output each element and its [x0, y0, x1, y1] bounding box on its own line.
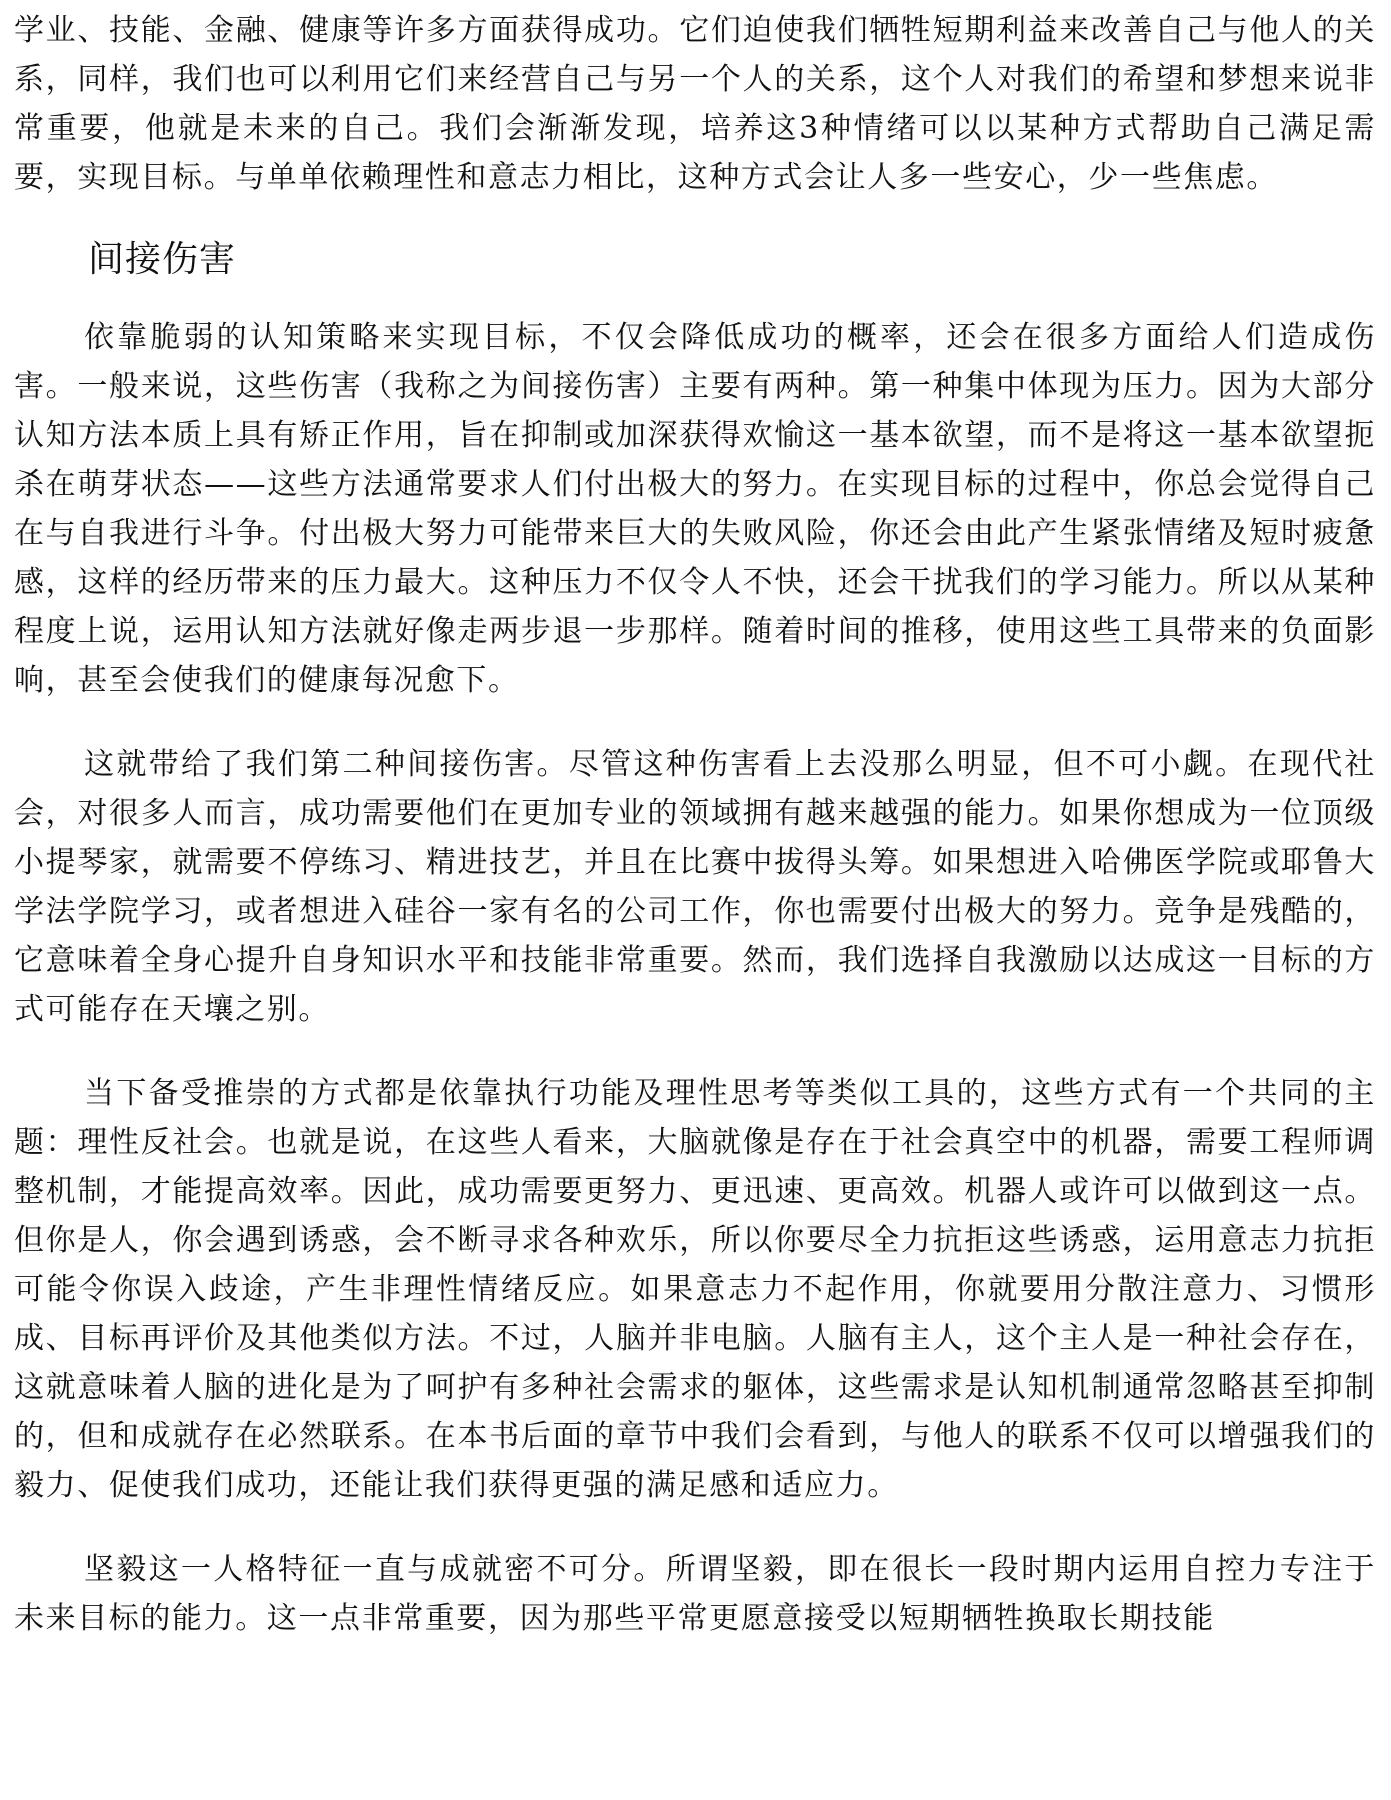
body-paragraph-1: 依靠脆弱的认知策略来实现目标，不仅会降低成功的概率，还会在很多方面给人们造成伤害。一般来说，这些伤害（我称之为间接伤害）主要有两种。第一种集中体现为压力。因为大部分认知方法本质上具有矫正作用，旨在抑制或加深获得欢愉这一基本欲望，而不是将这一基本欲望扼杀在萌芽状态——这些方法通常要求人们付出极大的努力。在实现目标的过程中，你总会觉得自己在与自我进行斗争。付出极大努力可能带来巨大的失败风险，你还会由此产生紧张情绪及短时疲惫感，这样的经历带来的压力最大。这种压力不仅令人不快，还会干扰我们的学习能力。所以从某种程度上说，运用认知方法就好像走两步退一步那样。随着时间的推移，使用这些工具带来的负面影响，甚至会使我们的健康每况愈下。 [14, 320, 1376, 698]
body-paragraph-4: 坚毅这一人格特征一直与成就密不可分。所谓坚毅，即在很长一段时期内运用自控力专注于未来目标的能力。这一点非常重要，因为那些平常更愿意接受以短期牺牲换取长期技能 [14, 1552, 1376, 1636]
document-page [14, 0, 1376, 1800]
section-heading: 间接伤害 [88, 239, 237, 280]
body-paragraph-3: 当下备受推崇的方式都是依靠执行功能及理性思考等类似工具的，这些方式有一个共同的主题：理性反社会。也就是说，在这些人看来，大脑就像是存在于社会真空中的机器，需要工程师调整机制，才能提高效率。因此，成功需要更努力、更迅速、更高效。机器人或许可以做到这一点。但你是人，你会遇到诱惑，会不断寻求各种欢乐，所以你要尽全力抗拒这些诱惑，运用意志力抗拒可能令你误入歧途，产生非理性情绪反应。如果意志力不起作用，你就要用分散注意力、习惯形成、目标再评价及其他类似方法。不过，人脑并非电脑。人脑有主人，这个主人是一种社会存在，这就意味着人脑的进化是为了呵护有多种社会需求的躯体，这些需求是认知机制通常忽略甚至抑制的，但和成就存在必然联系。在本书后面的章节中我们会看到，与他人的联系不仅可以增强我们的毅力、促使我们成功，还能让我们获得更强的满足感和适应力。 [14, 1076, 1376, 1503]
body-paragraph-2: 这就带给了我们第二种间接伤害。尽管这种伤害看上去没那么明显，但不可小觑。在现代社会，对很多人而言，成功需要他们在更加专业的领域拥有越来越强的能力。如果你想成为一位顶级小提琴家，就需要不停练习、精进技艺，并且在比赛中拔得头筹。如果想进入哈佛医学院或耶鲁大学法学院学习，或者想进入硅谷一家有名的公司工作，你也需要付出极大的努力。竞争是残酷的，它意味着全身心提升自身知识水平和技能非常重要。然而，我们选择自我激励以达成这一目标的方式可能存在天壤之别。 [14, 747, 1376, 1027]
intro-paragraph: 学业、技能、金融、健康等许多方面获得成功。它们迫使我们牺牲短期利益来改善自己与他人的关系，同样，我们也可以利用它们来经营自己与另一个人的关系，这个人对我们的希望和梦想来说非常重要，他就是未来的自己。我们会渐渐发现，培养这3种情绪可以以某种方式帮助自己满足需要，实现目标。与单单依赖理性和意志力相比，这种方式会让人多一些安心，少一些焦虑。 [14, 13, 1376, 195]
